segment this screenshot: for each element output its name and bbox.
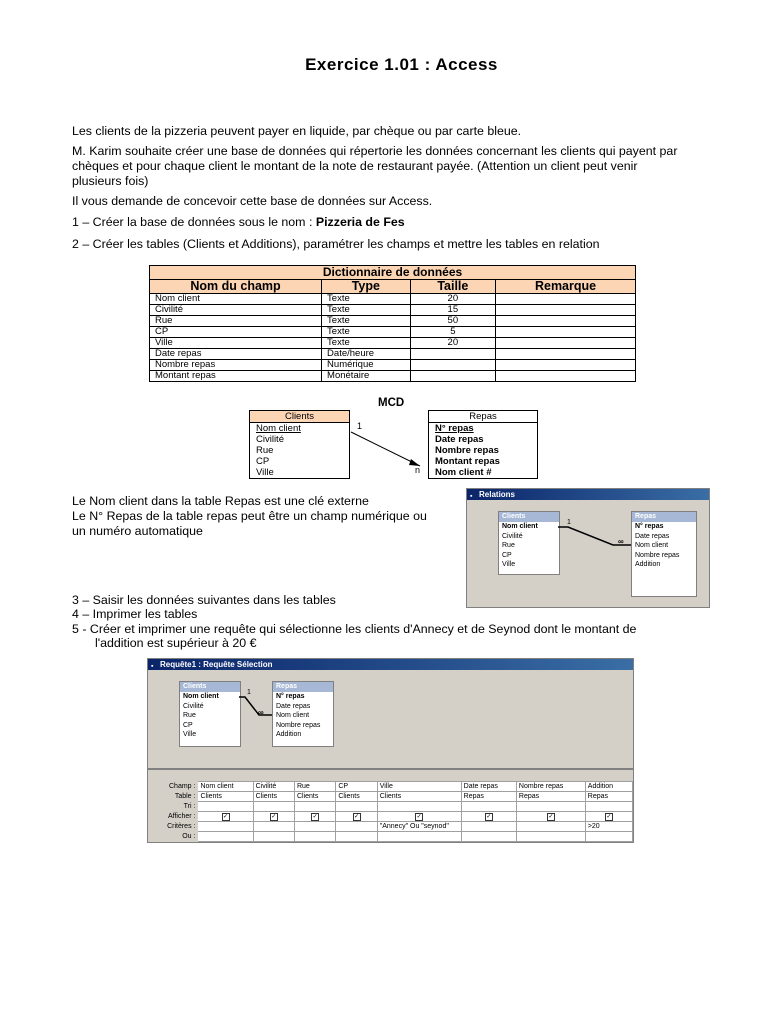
query-field-cell[interactable]: Addition bbox=[585, 782, 632, 792]
query-field-cell[interactable]: Rue bbox=[294, 782, 335, 792]
step-5-line2: l'addition est supérieur à 20 € bbox=[95, 636, 257, 650]
query-show-cell[interactable] bbox=[516, 812, 585, 822]
query-table-cell[interactable]: Repas bbox=[516, 792, 585, 802]
query-grid-row bbox=[151, 802, 633, 812]
relations-many-label: ∞ bbox=[618, 537, 624, 546]
page-title: Exercice 1.01 : Access bbox=[305, 55, 498, 74]
query-criteria-cell[interactable] bbox=[198, 822, 253, 832]
query-title-bar bbox=[148, 659, 633, 670]
query-grid-row bbox=[151, 792, 633, 802]
relations-repas-title: Repas bbox=[632, 512, 696, 522]
dictionary-cell: Date/heure bbox=[322, 349, 411, 360]
dictionary-cell: Texte bbox=[322, 338, 411, 349]
query-repas-field: N° repas bbox=[276, 693, 305, 700]
query-repas-field: Date repas bbox=[276, 702, 311, 710]
show-checkbox[interactable]: ✓ bbox=[312, 814, 318, 820]
dictionary-cell bbox=[410, 360, 496, 371]
dictionary-cell: Civilité bbox=[150, 305, 322, 316]
query-empty-cell[interactable] bbox=[198, 832, 253, 842]
query-empty-cell[interactable] bbox=[253, 802, 294, 812]
dictionary-cell bbox=[496, 316, 636, 327]
dictionary-cell bbox=[496, 305, 636, 316]
step-5-line1: 5 - Créer et imprimer une requête qui sélectionne les clients d'Annecy et de Seynod dont le montant de bbox=[72, 622, 637, 636]
query-field-cell[interactable]: Civilité bbox=[253, 782, 294, 792]
relations-repas-field: Addition bbox=[635, 561, 661, 568]
query-grid-row-label: Tri : bbox=[151, 802, 198, 812]
dictionary-cell: Nom client bbox=[150, 294, 322, 305]
query-window-title: Requête1 : Requête Sélection bbox=[160, 660, 273, 669]
mcd-repas-field: Nom client # bbox=[435, 467, 492, 478]
query-empty-cell[interactable] bbox=[198, 802, 253, 812]
query-field-cell[interactable]: Ville bbox=[377, 782, 461, 792]
paragraph-context-line2: chèques et pour chaque client le montant de la note de restaurant payée. (Attention un client peut venir bbox=[72, 159, 638, 173]
query-empty-cell[interactable] bbox=[461, 802, 516, 812]
relations-one-label: 1 bbox=[567, 519, 571, 526]
query-criteria-cell[interactable] bbox=[253, 822, 294, 832]
step-1 bbox=[72, 215, 405, 230]
query-field-cell[interactable]: Nombre repas bbox=[516, 782, 585, 792]
query-criteria-cell[interactable] bbox=[294, 822, 335, 832]
mcd-repas-entity bbox=[428, 410, 538, 479]
relations-repas-table[interactable] bbox=[631, 511, 697, 597]
mcd-repas-title: Repas bbox=[429, 411, 537, 423]
query-empty-cell[interactable] bbox=[336, 832, 377, 842]
query-clients-title: Clients bbox=[180, 682, 240, 692]
query-empty-cell[interactable] bbox=[294, 802, 335, 812]
query-repas-table[interactable] bbox=[272, 681, 334, 747]
show-checkbox[interactable]: ✓ bbox=[606, 814, 612, 820]
query-table-cell[interactable]: Repas bbox=[585, 792, 632, 802]
query-show-cell[interactable] bbox=[461, 812, 516, 822]
query-field-cell[interactable]: Date repas bbox=[461, 782, 516, 792]
query-show-cell[interactable] bbox=[377, 812, 461, 822]
query-table-cell[interactable]: Repas bbox=[461, 792, 516, 802]
query-clients-field: CP bbox=[183, 721, 193, 729]
query-table-cell[interactable]: Clients bbox=[198, 792, 253, 802]
relations-clients-field: Rue bbox=[502, 542, 515, 549]
dictionary-cell: Texte bbox=[322, 294, 411, 305]
query-clients-field: Nom client bbox=[183, 693, 219, 700]
relations-clients-field: Nom client bbox=[502, 523, 538, 530]
query-clients-field: Rue bbox=[183, 712, 196, 719]
mcd-clients-field: Rue bbox=[256, 445, 274, 456]
query-grid-row-label: Critères : bbox=[151, 822, 198, 832]
query-empty-cell[interactable] bbox=[294, 832, 335, 842]
dictionary-cell bbox=[410, 349, 496, 360]
dictionary-cell: 20 bbox=[410, 294, 496, 305]
relations-repas-field: Nombre repas bbox=[635, 551, 680, 559]
dictionary-cell: Texte bbox=[322, 316, 411, 327]
dictionary-cell: 5 bbox=[410, 327, 496, 338]
query-table-cell[interactable]: Clients bbox=[294, 792, 335, 802]
dictionary-cell bbox=[496, 360, 636, 371]
query-criteria-cell[interactable] bbox=[336, 822, 377, 832]
mcd-clients-field: Nom client bbox=[256, 423, 301, 434]
query-criteria-cell[interactable]: "Annecy" Ou "seynod" bbox=[377, 822, 461, 832]
mcd-repas-field: Date repas bbox=[435, 434, 484, 445]
dictionary-row bbox=[150, 338, 636, 349]
dictionary-row bbox=[150, 371, 636, 382]
dictionary-header: Type bbox=[322, 280, 411, 294]
dictionary-caption: Dictionnaire de données bbox=[150, 266, 636, 280]
relations-clients-field: Ville bbox=[502, 561, 516, 568]
dictionary-cell: Montant repas bbox=[150, 371, 322, 382]
dictionary-row bbox=[150, 305, 636, 316]
step-2: 2 – Créer les tables (Clients et Additions), paramétrer les champs et mettre les tables en relation bbox=[72, 237, 600, 251]
dictionary-cell: Date repas bbox=[150, 349, 322, 360]
relations-repas-field: Date repas bbox=[635, 532, 670, 540]
query-link-line bbox=[239, 693, 273, 723]
mcd-clients-title: Clients bbox=[250, 411, 349, 423]
query-table-cell[interactable]: Clients bbox=[377, 792, 461, 802]
step-3: 3 – Saisir les données suivantes dans les tables bbox=[72, 593, 336, 607]
mcd-repas-field: Montant repas bbox=[435, 456, 500, 467]
query-empty-cell[interactable] bbox=[461, 832, 516, 842]
dictionary-cell bbox=[496, 294, 636, 305]
mcd-label: MCD bbox=[378, 397, 405, 409]
dictionary-row bbox=[150, 316, 636, 327]
dictionary-cell: Numérique bbox=[322, 360, 411, 371]
show-checkbox[interactable]: ✓ bbox=[548, 814, 554, 820]
query-repas-field: Nombre repas bbox=[276, 721, 321, 729]
query-show-cell[interactable] bbox=[198, 812, 253, 822]
dictionary-cell: CP bbox=[150, 327, 322, 338]
relations-window-icon: ▪ bbox=[470, 493, 473, 500]
relations-window-title: Relations bbox=[479, 490, 516, 499]
dictionary-cell bbox=[410, 371, 496, 382]
relations-clients-field: CP bbox=[502, 551, 512, 559]
relations-clients-field: Civilité bbox=[502, 532, 523, 540]
mcd-clients-field: Civilité bbox=[256, 434, 284, 445]
dictionary-row bbox=[150, 327, 636, 338]
query-grid-row bbox=[151, 782, 633, 792]
query-empty-cell[interactable] bbox=[585, 802, 632, 812]
dictionary-header: Nom du champ bbox=[150, 280, 322, 294]
dictionary-header: Taille bbox=[410, 280, 496, 294]
relations-window bbox=[466, 488, 710, 608]
show-checkbox[interactable]: ✓ bbox=[223, 814, 229, 820]
query-repas-field: Nom client bbox=[276, 712, 310, 719]
query-grid-row bbox=[151, 822, 633, 832]
query-show-cell[interactable] bbox=[253, 812, 294, 822]
query-table-cell[interactable]: Clients bbox=[253, 792, 294, 802]
query-criteria-cell[interactable] bbox=[461, 822, 516, 832]
query-repas-title: Repas bbox=[273, 682, 333, 692]
mcd-cardinality-many: n bbox=[415, 465, 421, 475]
show-checkbox[interactable]: ✓ bbox=[354, 814, 360, 820]
query-grid-row bbox=[151, 812, 633, 822]
query-grid-row-label: Champ : bbox=[151, 782, 198, 792]
relations-clients-title: Clients bbox=[499, 512, 559, 522]
dictionary-header: Remarque bbox=[496, 280, 636, 294]
mcd-repas-field: Nombre repas bbox=[435, 445, 499, 456]
query-one-label: 1 bbox=[247, 689, 251, 696]
query-grid bbox=[150, 781, 633, 842]
dictionary-cell bbox=[496, 371, 636, 382]
query-window-icon: ▪ bbox=[151, 663, 154, 670]
dictionary-cell: Texte bbox=[322, 327, 411, 338]
query-grid-row bbox=[151, 832, 633, 842]
query-empty-cell[interactable] bbox=[377, 802, 461, 812]
query-criteria-cell[interactable] bbox=[516, 822, 585, 832]
dictionary-cell: 50 bbox=[410, 316, 496, 327]
query-empty-cell[interactable] bbox=[516, 832, 585, 842]
query-empty-cell[interactable] bbox=[253, 832, 294, 842]
dictionary-cell: Rue bbox=[150, 316, 322, 327]
paragraph-context-line1: M. Karim souhaite créer une base de données qui répertorie les données concernant les clients qui payent par bbox=[72, 144, 678, 158]
query-empty-cell[interactable] bbox=[377, 832, 461, 842]
show-checkbox[interactable]: ✓ bbox=[271, 814, 277, 820]
mcd-clients-field: CP bbox=[256, 456, 270, 467]
dictionary-cell: Texte bbox=[322, 305, 411, 316]
query-show-cell[interactable] bbox=[294, 812, 335, 822]
dictionary-cell: Monétaire bbox=[322, 371, 411, 382]
show-checkbox[interactable]: ✓ bbox=[416, 814, 422, 820]
note-foreign-key: Le Nom client dans la table Repas est une clé externe bbox=[72, 494, 369, 508]
query-clients-table[interactable] bbox=[179, 681, 241, 747]
query-empty-cell[interactable] bbox=[585, 832, 632, 842]
mcd-clients-entity bbox=[249, 410, 350, 479]
query-grid-row-label: Ou : bbox=[151, 832, 198, 842]
query-field-cell[interactable]: Nom client bbox=[198, 782, 253, 792]
query-repas-field: Addition bbox=[276, 731, 302, 738]
mcd-clients-field: Ville bbox=[256, 467, 274, 478]
dictionary-row bbox=[150, 349, 636, 360]
dictionary-row bbox=[150, 294, 636, 305]
paragraph-payment: Les clients de la pizzeria peuvent payer en liquide, par chèque ou par carte bleue. bbox=[72, 124, 522, 138]
relations-clients-table[interactable] bbox=[498, 511, 560, 575]
query-criteria-cell[interactable]: >20 bbox=[585, 822, 632, 832]
relations-title-bar bbox=[467, 489, 709, 500]
paragraph-context-line3: plusieurs fois) bbox=[72, 174, 149, 188]
data-dictionary-table bbox=[149, 265, 636, 382]
query-empty-cell[interactable] bbox=[516, 802, 585, 812]
database-name: Pizzeria de Fes bbox=[315, 215, 405, 229]
query-clients-field: Ville bbox=[183, 731, 197, 738]
relations-repas-field: N° repas bbox=[635, 523, 664, 530]
dictionary-cell bbox=[496, 327, 636, 338]
query-many-label: ∞ bbox=[258, 708, 264, 717]
dictionary-cell: Nombre repas bbox=[150, 360, 322, 371]
query-empty-cell[interactable] bbox=[336, 802, 377, 812]
query-table-cell[interactable]: Clients bbox=[336, 792, 377, 802]
query-window bbox=[147, 658, 634, 843]
mcd-repas-field: N° repas bbox=[435, 423, 474, 434]
note-repas-line2: un numéro automatique bbox=[72, 524, 203, 538]
relations-repas-field: Nom client bbox=[635, 542, 669, 549]
query-show-cell[interactable] bbox=[585, 812, 632, 822]
query-grid-row-label: Afficher : bbox=[151, 812, 198, 822]
paragraph-request: Il vous demande de concevoir cette base de données sur Access. bbox=[72, 194, 433, 208]
dictionary-cell bbox=[496, 338, 636, 349]
dictionary-cell: 20 bbox=[410, 338, 496, 349]
dictionary-row bbox=[150, 360, 636, 371]
note-repas-line1: Le N° Repas de la table repas peut être un champ numérique ou bbox=[72, 509, 427, 523]
show-checkbox[interactable]: ✓ bbox=[486, 814, 492, 820]
dictionary-cell: Ville bbox=[150, 338, 322, 349]
dictionary-cell bbox=[496, 349, 636, 360]
query-splitter[interactable] bbox=[148, 768, 633, 770]
dictionary-cell: 15 bbox=[410, 305, 496, 316]
query-grid-row-label: Table : bbox=[151, 792, 198, 802]
step-4: 4 – Imprimer les tables bbox=[72, 607, 198, 621]
query-clients-field: Civilité bbox=[183, 702, 204, 710]
mcd-cardinality-one: 1 bbox=[357, 421, 363, 431]
query-field-cell[interactable]: CP bbox=[336, 782, 377, 792]
query-show-cell[interactable] bbox=[336, 812, 377, 822]
step-1-text: 1 – Créer la base de données sous le nom : bbox=[72, 215, 316, 229]
